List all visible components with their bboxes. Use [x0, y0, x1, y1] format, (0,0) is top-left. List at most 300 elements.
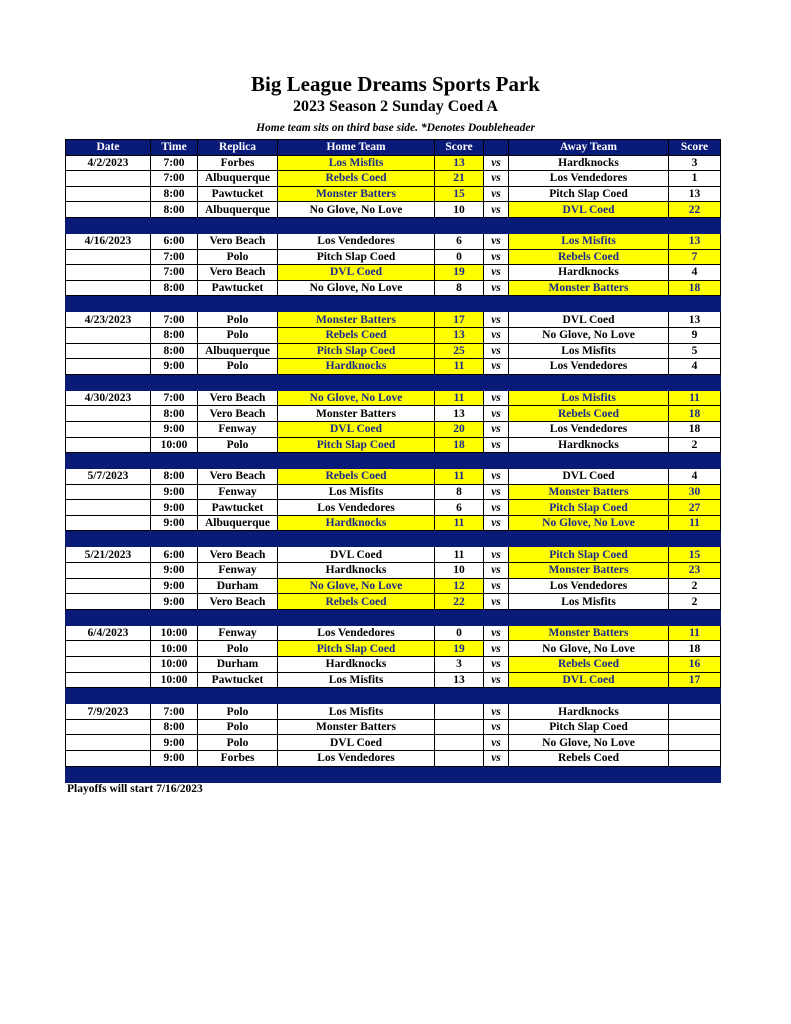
game-row	[66, 233, 721, 249]
game-replica-field: Pawtucket	[198, 672, 278, 688]
away-score: 13	[669, 233, 721, 249]
home-team: Hardknocks	[278, 657, 435, 673]
game-row	[66, 265, 721, 281]
game-date	[66, 406, 151, 422]
game-time: 10:00	[151, 657, 198, 673]
game-replica-field: Fenway	[198, 625, 278, 641]
away-score: 4	[669, 359, 721, 375]
game-date: 4/30/2023	[66, 390, 151, 406]
game-replica-field: Albuquerque	[198, 202, 278, 218]
away-team: Los Vendedores	[509, 359, 669, 375]
game-time: 8:00	[151, 202, 198, 218]
away-team: Los Vendedores	[509, 578, 669, 594]
divider-cell	[509, 217, 669, 233]
home-team: Los Vendedores	[278, 233, 435, 249]
home-team: Rebels Coed	[278, 171, 435, 187]
game-time: 9:00	[151, 421, 198, 437]
home-team: Pitch Slap Coed	[278, 641, 435, 657]
home-score	[435, 704, 484, 720]
game-row	[66, 719, 721, 735]
game-time: 9:00	[151, 484, 198, 500]
home-team: Hardknocks	[278, 563, 435, 579]
divider-cell	[151, 296, 198, 312]
game-row	[66, 672, 721, 688]
game-row	[66, 578, 721, 594]
away-score: 11	[669, 390, 721, 406]
versus: vs	[484, 469, 509, 485]
col-home-team: Home Team	[278, 140, 435, 156]
away-score	[669, 704, 721, 720]
versus: vs	[484, 437, 509, 453]
away-team: Pitch Slap Coed	[509, 547, 669, 563]
game-time: 9:00	[151, 751, 198, 767]
game-replica-field: Polo	[198, 249, 278, 265]
game-date: 4/16/2023	[66, 233, 151, 249]
game-time: 9:00	[151, 515, 198, 531]
home-score: 0	[435, 625, 484, 641]
game-row	[66, 406, 721, 422]
home-team: Los Vendedores	[278, 625, 435, 641]
home-team: Pitch Slap Coed	[278, 249, 435, 265]
divider-cell	[435, 531, 484, 547]
game-row	[66, 735, 721, 751]
divider-cell	[435, 296, 484, 312]
home-team: Monster Batters	[278, 312, 435, 328]
divider-cell	[151, 374, 198, 390]
home-score: 20	[435, 421, 484, 437]
game-row	[66, 437, 721, 453]
away-team: Pitch Slap Coed	[509, 719, 669, 735]
away-score	[669, 751, 721, 767]
divider-cell	[435, 688, 484, 704]
col-vs	[484, 140, 509, 156]
game-replica-field: Polo	[198, 359, 278, 375]
home-score: 17	[435, 312, 484, 328]
divider-cell	[484, 609, 509, 625]
away-score: 15	[669, 547, 721, 563]
game-date	[66, 751, 151, 767]
home-team: Los Vendedores	[278, 751, 435, 767]
game-replica-field: Pawtucket	[198, 186, 278, 202]
home-team: Pitch Slap Coed	[278, 437, 435, 453]
game-row	[66, 594, 721, 610]
home-team: Rebels Coed	[278, 594, 435, 610]
versus: vs	[484, 233, 509, 249]
home-team-note: Home team sits on third base side. *Denotes Doubleheader	[256, 122, 535, 134]
divider-cell	[66, 217, 151, 233]
home-team: Hardknocks	[278, 359, 435, 375]
away-team: Pitch Slap Coed	[509, 500, 669, 516]
game-date	[66, 484, 151, 500]
home-score	[435, 751, 484, 767]
versus: vs	[484, 280, 509, 296]
game-date	[66, 735, 151, 751]
game-date	[66, 641, 151, 657]
game-time: 7:00	[151, 155, 198, 171]
divider-cell	[484, 453, 509, 469]
divider-cell	[669, 688, 721, 704]
divider-cell	[484, 531, 509, 547]
game-replica-field: Vero Beach	[198, 547, 278, 563]
game-replica-field: Albuquerque	[198, 171, 278, 187]
game-row	[66, 186, 721, 202]
divider-cell	[151, 217, 198, 233]
versus: vs	[484, 155, 509, 171]
divider-cell	[509, 296, 669, 312]
game-row	[66, 155, 721, 171]
home-score: 10	[435, 563, 484, 579]
away-team: Hardknocks	[509, 704, 669, 720]
home-team: Los Vendedores	[278, 500, 435, 516]
versus: vs	[484, 186, 509, 202]
game-time: 7:00	[151, 249, 198, 265]
game-replica-field: Pawtucket	[198, 280, 278, 296]
home-team: Hardknocks	[278, 515, 435, 531]
versus: vs	[484, 578, 509, 594]
divider-cell	[198, 609, 278, 625]
home-team: Los Misfits	[278, 672, 435, 688]
game-replica-field: Polo	[198, 312, 278, 328]
home-score: 11	[435, 547, 484, 563]
divider-cell	[198, 374, 278, 390]
versus: vs	[484, 657, 509, 673]
home-score: 12	[435, 578, 484, 594]
home-score: 13	[435, 155, 484, 171]
header-row	[66, 140, 721, 156]
away-team: Monster Batters	[509, 280, 669, 296]
divider-cell	[435, 766, 484, 782]
home-score: 6	[435, 233, 484, 249]
away-team: Los Vendedores	[509, 421, 669, 437]
away-team: No Glove, No Love	[509, 327, 669, 343]
away-score: 27	[669, 500, 721, 516]
divider-cell	[198, 453, 278, 469]
game-replica-field: Pawtucket	[198, 500, 278, 516]
home-team: Los Misfits	[278, 155, 435, 171]
page-title: Big League Dreams Sports Park	[251, 72, 540, 96]
away-team: Monster Batters	[509, 563, 669, 579]
game-row	[66, 202, 721, 218]
game-row	[66, 704, 721, 720]
home-score: 6	[435, 500, 484, 516]
away-score	[669, 735, 721, 751]
week-divider	[66, 296, 721, 312]
home-team: No Glove, No Love	[278, 390, 435, 406]
away-score: 18	[669, 406, 721, 422]
away-score: 18	[669, 641, 721, 657]
game-time: 7:00	[151, 171, 198, 187]
home-score: 25	[435, 343, 484, 359]
divider-cell	[66, 766, 151, 782]
col-away-score: Score	[669, 140, 721, 156]
versus: vs	[484, 594, 509, 610]
home-team: No Glove, No Love	[278, 280, 435, 296]
divider-cell	[198, 688, 278, 704]
game-replica-field: Polo	[198, 719, 278, 735]
game-date	[66, 359, 151, 375]
game-time: 7:00	[151, 390, 198, 406]
divider-cell	[509, 688, 669, 704]
home-score: 13	[435, 406, 484, 422]
divider-cell	[151, 531, 198, 547]
game-date	[66, 280, 151, 296]
away-score: 7	[669, 249, 721, 265]
divider-cell	[509, 374, 669, 390]
week-divider	[66, 374, 721, 390]
divider-cell	[66, 296, 151, 312]
home-score	[435, 735, 484, 751]
away-score: 2	[669, 578, 721, 594]
away-team: Los Misfits	[509, 390, 669, 406]
home-team: Pitch Slap Coed	[278, 343, 435, 359]
game-date	[66, 249, 151, 265]
divider-cell	[669, 217, 721, 233]
divider-cell	[484, 374, 509, 390]
away-team: No Glove, No Love	[509, 641, 669, 657]
away-team: DVL Coed	[509, 202, 669, 218]
away-team: Rebels Coed	[509, 751, 669, 767]
game-date: 5/21/2023	[66, 547, 151, 563]
versus: vs	[484, 735, 509, 751]
home-team: Monster Batters	[278, 719, 435, 735]
week-divider	[66, 217, 721, 233]
game-row	[66, 751, 721, 767]
game-time: 9:00	[151, 735, 198, 751]
away-score: 2	[669, 437, 721, 453]
game-replica-field: Fenway	[198, 421, 278, 437]
away-team: Hardknocks	[509, 437, 669, 453]
home-team: No Glove, No Love	[278, 202, 435, 218]
game-row	[66, 312, 721, 328]
away-score: 11	[669, 515, 721, 531]
divider-cell	[151, 688, 198, 704]
home-score: 0	[435, 249, 484, 265]
game-replica-field: Fenway	[198, 484, 278, 500]
divider-cell	[66, 609, 151, 625]
home-score: 13	[435, 327, 484, 343]
home-team: Rebels Coed	[278, 469, 435, 485]
home-team: DVL Coed	[278, 421, 435, 437]
home-score: 13	[435, 672, 484, 688]
home-score	[435, 719, 484, 735]
versus: vs	[484, 327, 509, 343]
game-replica-field: Vero Beach	[198, 233, 278, 249]
away-score: 18	[669, 280, 721, 296]
versus: vs	[484, 563, 509, 579]
game-time: 8:00	[151, 327, 198, 343]
home-score: 8	[435, 280, 484, 296]
away-team: Monster Batters	[509, 625, 669, 641]
home-team: Los Misfits	[278, 704, 435, 720]
divider-cell	[66, 453, 151, 469]
versus: vs	[484, 547, 509, 563]
divider-cell	[669, 296, 721, 312]
home-team: Monster Batters	[278, 406, 435, 422]
divider-cell	[278, 609, 435, 625]
game-time: 7:00	[151, 704, 198, 720]
week-divider	[66, 688, 721, 704]
col-date: Date	[66, 140, 151, 156]
versus: vs	[484, 312, 509, 328]
game-time: 9:00	[151, 359, 198, 375]
divider-cell	[278, 453, 435, 469]
divider-cell	[278, 374, 435, 390]
game-row	[66, 515, 721, 531]
divider-cell	[509, 531, 669, 547]
game-time: 9:00	[151, 594, 198, 610]
divider-cell	[435, 609, 484, 625]
versus: vs	[484, 171, 509, 187]
game-date	[66, 719, 151, 735]
game-time: 8:00	[151, 469, 198, 485]
schedule-table	[65, 139, 721, 783]
divider-cell	[509, 609, 669, 625]
week-divider	[66, 453, 721, 469]
game-row	[66, 484, 721, 500]
game-replica-field: Albuquerque	[198, 343, 278, 359]
home-score: 3	[435, 657, 484, 673]
divider-cell	[484, 766, 509, 782]
col-away-team: Away Team	[509, 140, 669, 156]
home-score: 19	[435, 265, 484, 281]
away-score: 23	[669, 563, 721, 579]
game-row	[66, 563, 721, 579]
away-team: Monster Batters	[509, 484, 669, 500]
game-date: 4/23/2023	[66, 312, 151, 328]
game-date	[66, 421, 151, 437]
game-time: 6:00	[151, 547, 198, 563]
away-score: 22	[669, 202, 721, 218]
game-date	[66, 672, 151, 688]
divider-cell	[278, 531, 435, 547]
game-row	[66, 171, 721, 187]
week-divider	[66, 609, 721, 625]
away-score: 13	[669, 186, 721, 202]
divider-cell	[669, 374, 721, 390]
game-replica-field: Forbes	[198, 155, 278, 171]
versus: vs	[484, 484, 509, 500]
game-replica-field: Forbes	[198, 751, 278, 767]
game-date	[66, 343, 151, 359]
away-team: Los Vendedores	[509, 171, 669, 187]
home-score: 22	[435, 594, 484, 610]
away-team: Rebels Coed	[509, 657, 669, 673]
versus: vs	[484, 249, 509, 265]
game-replica-field: Polo	[198, 437, 278, 453]
game-replica-field: Durham	[198, 578, 278, 594]
away-team: Los Misfits	[509, 594, 669, 610]
game-row	[66, 249, 721, 265]
away-score: 1	[669, 171, 721, 187]
away-team: No Glove, No Love	[509, 515, 669, 531]
game-row	[66, 641, 721, 657]
game-date: 6/4/2023	[66, 625, 151, 641]
game-replica-field: Vero Beach	[198, 265, 278, 281]
game-row	[66, 625, 721, 641]
game-date	[66, 186, 151, 202]
divider-cell	[484, 688, 509, 704]
home-team: DVL Coed	[278, 547, 435, 563]
away-team: No Glove, No Love	[509, 735, 669, 751]
versus: vs	[484, 500, 509, 516]
divider-cell	[278, 217, 435, 233]
divider-cell	[198, 766, 278, 782]
versus: vs	[484, 625, 509, 641]
game-time: 7:00	[151, 265, 198, 281]
home-team: Los Misfits	[278, 484, 435, 500]
game-date: 5/7/2023	[66, 469, 151, 485]
divider-cell	[509, 766, 669, 782]
home-score: 11	[435, 359, 484, 375]
away-team: DVL Coed	[509, 469, 669, 485]
divider-cell	[669, 531, 721, 547]
game-time: 8:00	[151, 280, 198, 296]
divider-cell	[198, 296, 278, 312]
versus: vs	[484, 515, 509, 531]
game-replica-field: Polo	[198, 735, 278, 751]
versus: vs	[484, 343, 509, 359]
home-team: Rebels Coed	[278, 327, 435, 343]
divider-cell	[509, 453, 669, 469]
away-team: Los Misfits	[509, 343, 669, 359]
game-date	[66, 563, 151, 579]
away-score: 30	[669, 484, 721, 500]
game-row	[66, 390, 721, 406]
divider-cell	[435, 217, 484, 233]
versus: vs	[484, 406, 509, 422]
game-replica-field: Vero Beach	[198, 469, 278, 485]
game-replica-field: Polo	[198, 641, 278, 657]
divider-cell	[484, 217, 509, 233]
away-score: 17	[669, 672, 721, 688]
game-replica-field: Polo	[198, 327, 278, 343]
divider-cell	[151, 766, 198, 782]
game-date	[66, 327, 151, 343]
game-time: 10:00	[151, 641, 198, 657]
game-row	[66, 421, 721, 437]
away-score: 18	[669, 421, 721, 437]
divider-cell	[669, 766, 721, 782]
away-score: 9	[669, 327, 721, 343]
divider-cell	[66, 531, 151, 547]
game-time: 9:00	[151, 500, 198, 516]
week-divider	[66, 766, 721, 782]
home-score: 19	[435, 641, 484, 657]
game-row	[66, 359, 721, 375]
game-replica-field: Durham	[198, 657, 278, 673]
game-row	[66, 657, 721, 673]
game-date	[66, 657, 151, 673]
game-date	[66, 578, 151, 594]
game-date	[66, 515, 151, 531]
versus: vs	[484, 641, 509, 657]
col-replica: Replica	[198, 140, 278, 156]
away-team: Pitch Slap Coed	[509, 186, 669, 202]
home-score: 11	[435, 390, 484, 406]
divider-cell	[435, 453, 484, 469]
game-replica-field: Polo	[198, 704, 278, 720]
versus: vs	[484, 751, 509, 767]
game-time: 10:00	[151, 437, 198, 453]
away-score: 4	[669, 265, 721, 281]
home-score: 11	[435, 469, 484, 485]
game-time: 8:00	[151, 186, 198, 202]
week-divider	[66, 531, 721, 547]
away-score: 4	[669, 469, 721, 485]
away-team: Rebels Coed	[509, 249, 669, 265]
divider-cell	[669, 453, 721, 469]
versus: vs	[484, 265, 509, 281]
